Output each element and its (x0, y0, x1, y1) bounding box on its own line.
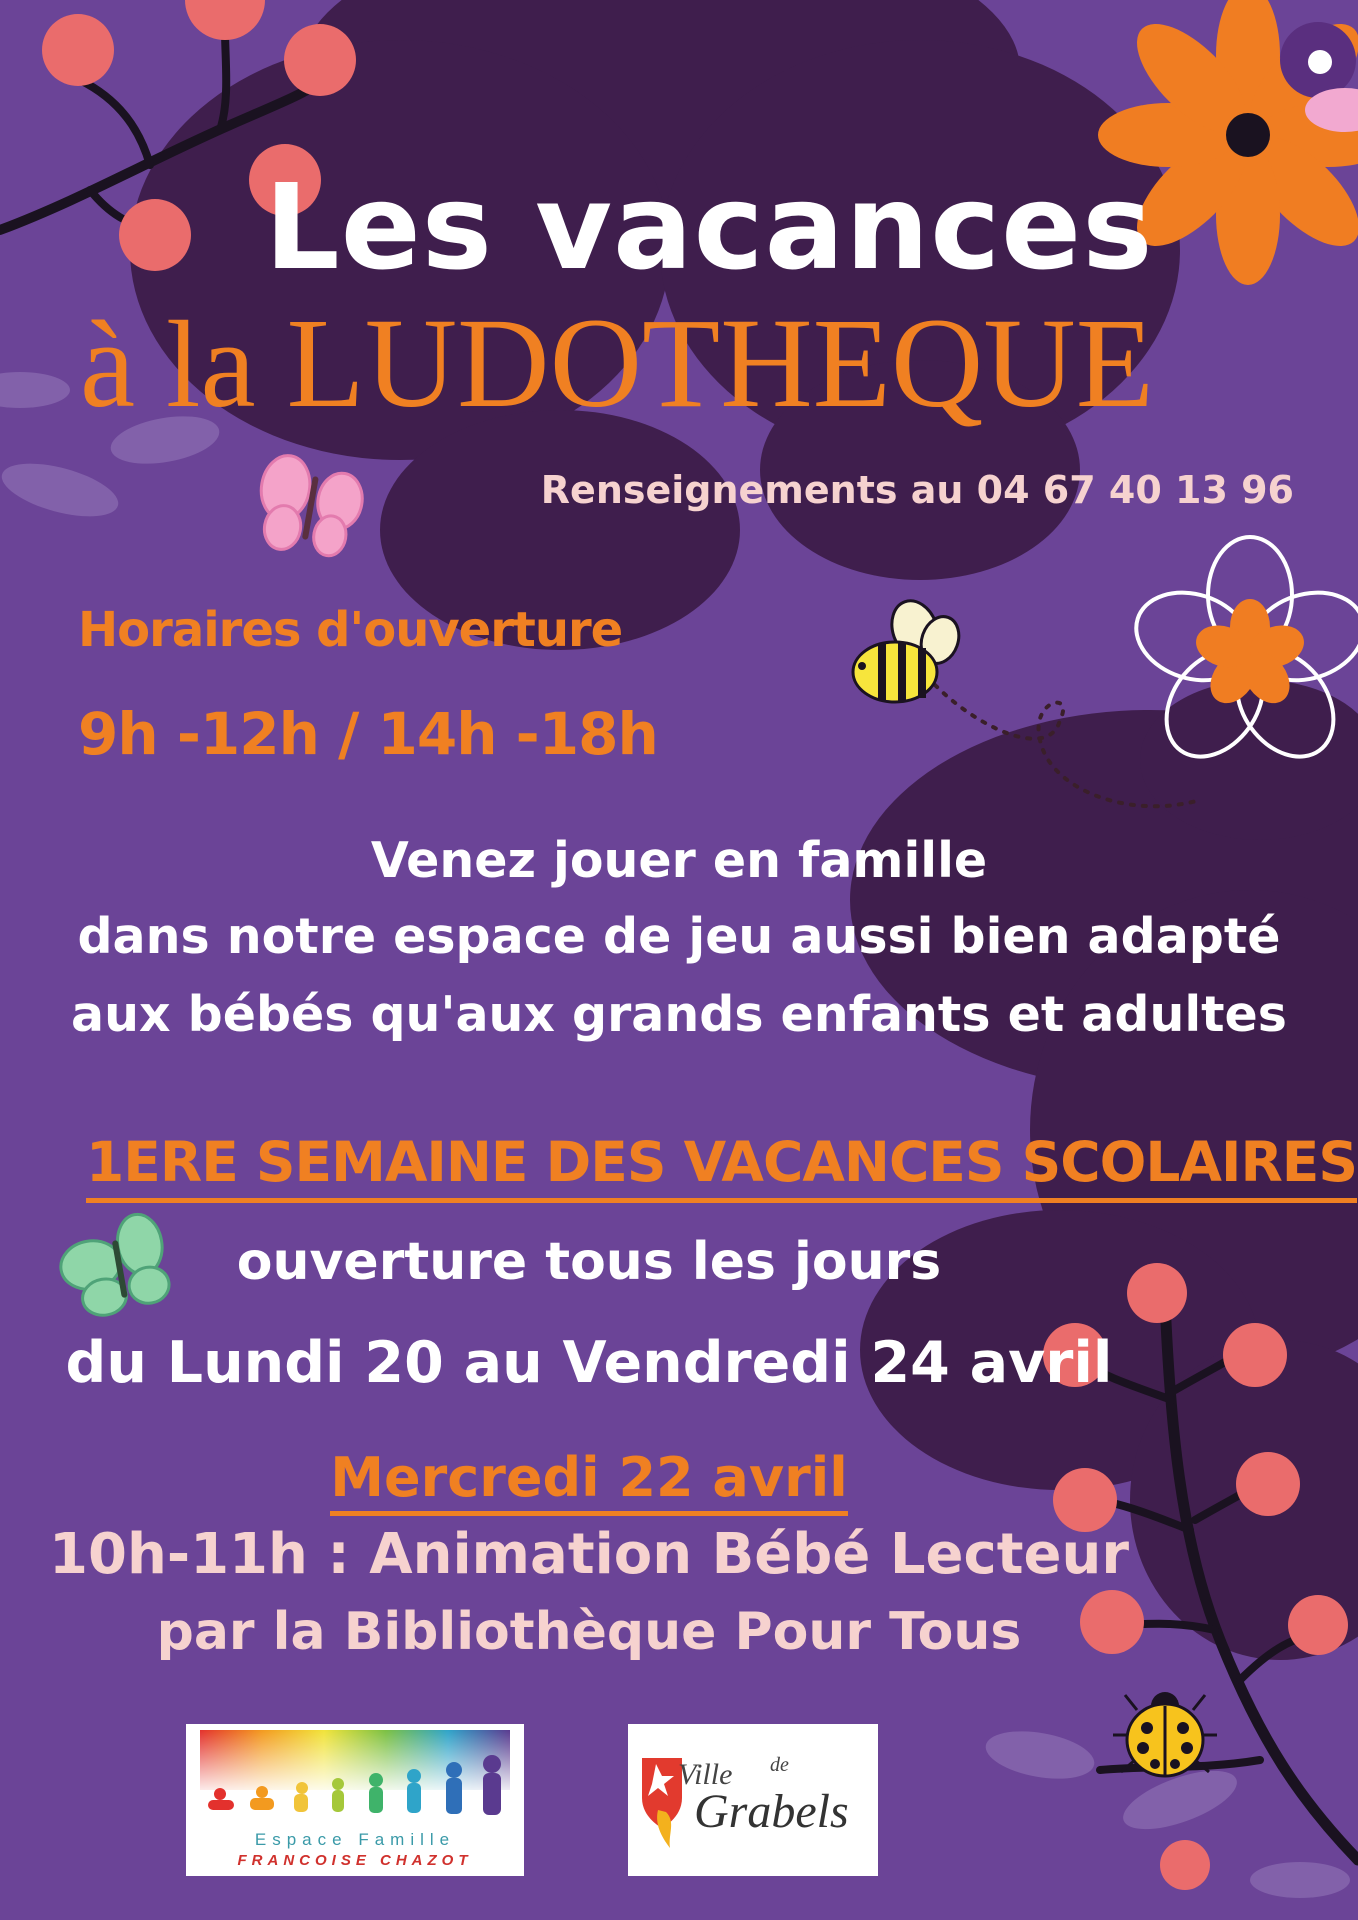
contact-phone: Renseignements au 04 67 40 13 96 (540, 468, 1294, 512)
week-heading: 1ERE SEMAINE DES VACANCES SCOLAIRES (86, 1130, 1357, 1203)
hours-value: 9h -12h / 14h -18h (78, 700, 658, 768)
title-les-vacances: Les vacances (264, 158, 1154, 296)
event-line-2: par la Bibliothèque Pour Tous (156, 1602, 1022, 1662)
event-line-1: 10h-11h : Animation Bébé Lecteur (49, 1522, 1129, 1587)
open-every-day: ouverture tous les jours (236, 1232, 942, 1292)
logo-espace-line-2: FRANCOISE CHAZOT (237, 1852, 473, 1869)
logo-grabels-name: Grabels (694, 1785, 849, 1838)
butterfly-pink (251, 452, 368, 562)
logo-grabels-ville: Ville (678, 1758, 733, 1791)
title-ludotheque (80, 290, 1154, 437)
intro-line-3: aux bébés qu'aux grands enfants et adultes (71, 986, 1287, 1043)
logo-ville-grabels (628, 1724, 878, 1876)
intro-line-2: dans notre espace de jeu aussi bien adapté (77, 908, 1281, 965)
logo-espace-line-1: Espace Famille (254, 1830, 456, 1849)
intro-line-1: Venez jouer en famille (370, 832, 988, 889)
hours-label: Horaires d'ouverture (78, 602, 623, 658)
logo-grabels-de: de (770, 1754, 789, 1776)
title-prefix: à la (80, 296, 256, 433)
logo-espace-famille (186, 1724, 524, 1876)
title-main-word: LUDOTHEQUE (286, 292, 1154, 434)
event-date-text: Mercredi 22 avril (330, 1446, 847, 1516)
event-date (0, 1446, 1178, 1509)
rainbow-children-icon (186, 1724, 524, 1830)
open-dates: du Lundi 20 au Vendredi 24 avril (65, 1330, 1113, 1396)
